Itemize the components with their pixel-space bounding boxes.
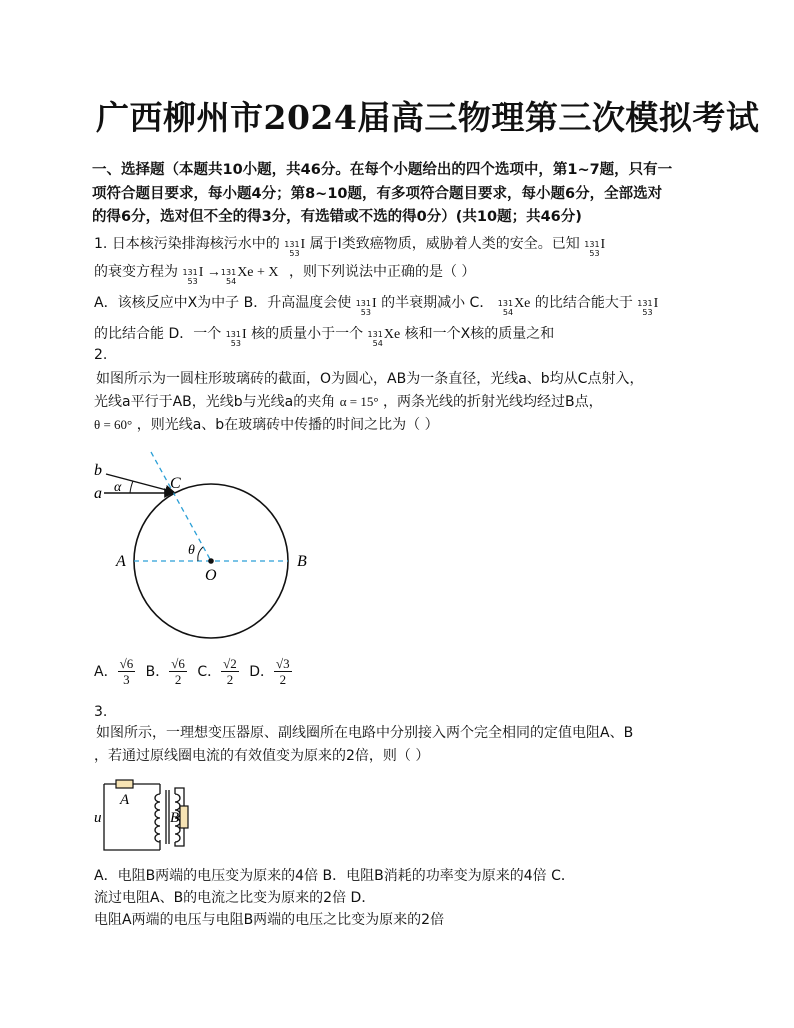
q1-option-a: A．该核反应中X为中子 B．升高温度会使 xyxy=(94,295,352,311)
q1-option-d-b: 核的质量小于一个 xyxy=(251,326,364,342)
q2-line-3-text: ，则光线a、b在玻璃砖中传播的时间之比为（ ） xyxy=(136,417,439,433)
q3-number: 3. xyxy=(94,704,108,720)
q3-options-line-3: 电阻A两端的电压与电阻B两端的电压之比变为原来的2倍 xyxy=(94,912,445,928)
iodine-131-symbol: 131 53 I xyxy=(225,327,247,348)
primary-bottom-wire xyxy=(104,784,160,850)
alpha-arc xyxy=(130,481,133,493)
q2-options xyxy=(94,656,292,687)
q1-line-1 xyxy=(94,233,605,258)
iodine-131-symbol: 131 53 I xyxy=(637,296,659,317)
decay-equation: 131 53 I → 131 54 Xe + X xyxy=(182,265,279,286)
label-O: O xyxy=(205,567,217,584)
label-B: B xyxy=(170,810,180,826)
q3-line-1: 如图所示，一理想变压器原、副线圈所在电路中分别接入两个完全相同的定值电阻A、B xyxy=(96,725,634,741)
q3-options-line-1: A．电阻B两端的电压变为原来的4倍 B．电阻B消耗的功率变为原来的4倍 C． xyxy=(94,868,575,884)
primary-coil xyxy=(155,794,160,842)
glass-brick-diagram xyxy=(86,448,326,648)
resistor-B xyxy=(180,806,188,828)
label-A: A xyxy=(120,792,130,808)
q1-text-a: 日本核污染排海核污水中的 xyxy=(111,236,280,252)
q1-text-b: 属于I类致癌物质，威胁着人类的安全。已知 xyxy=(309,236,580,252)
xenon-131-symbol: 131 54 Xe xyxy=(367,327,401,348)
transformer-circuit-diagram xyxy=(92,778,202,856)
label-theta: θ xyxy=(188,543,195,558)
alpha-value: α = 15° xyxy=(339,394,379,409)
q2-option-c: C． $\frac{√2}{2}$ xyxy=(197,656,237,687)
q3-options-line-2: 流过电阻A、B的电流之比变为原来的2倍 D． xyxy=(94,890,376,906)
q2-line-2b: ，两条光线的折射光线均经过B点， xyxy=(382,394,603,410)
q3-line-2: ，若通过原线圈电流的有效值变为原来的2倍，则（ ） xyxy=(94,748,430,764)
q1-option-c-text: 的比结合能大于 xyxy=(534,295,633,311)
theta-value: θ = 60° xyxy=(94,417,133,432)
iodine-131-symbol: 131 53 I xyxy=(584,237,606,258)
label-u: u xyxy=(94,810,102,826)
label-B: B xyxy=(297,553,307,570)
q2-line-1: 如图所示为一圆柱形玻璃砖的截面，O为圆心，AB为一条直径，光线a、b均从C点射入， xyxy=(96,371,644,387)
q1-options-line-2 xyxy=(94,323,554,348)
q2-line-3 xyxy=(94,414,439,434)
normal-line-CO xyxy=(151,452,211,561)
center-point-O xyxy=(208,558,214,564)
q2-line-2 xyxy=(94,391,603,411)
xenon-131-symbol: 131 54 Xe xyxy=(497,296,531,317)
label-C: C xyxy=(170,475,181,492)
label-a: a xyxy=(94,485,102,502)
resistor-A xyxy=(116,780,133,788)
section-header-line-3: 的得6分，选对但不全的得3分，有选错或不选的得0分）(共10题；共46分) xyxy=(92,209,582,225)
theta-arc xyxy=(198,547,203,561)
section-header-line-2: 项符合题目要求，每小题4分；第8~10题，有多项符合题目要求，每小题6分，全部选对 xyxy=(92,186,663,202)
q1-number: 1. xyxy=(94,236,108,252)
section-header-line-1: 一、选择题（本题共10小题，共46分。在每个小题给出的四个选项中，第1~7题，只有一 xyxy=(92,162,673,178)
label-alpha: α xyxy=(114,480,122,495)
q1-option-d-c: 核和一个X核的质量之和 xyxy=(404,326,555,342)
q2-line-2a: 光线a平行于AB，光线b与光线a的夹角 xyxy=(94,394,336,410)
q1-text-c: 的衰变方程为 xyxy=(94,264,178,280)
q2-number: 2. xyxy=(94,347,108,363)
label-A: A xyxy=(116,553,126,570)
q1-line-2 xyxy=(94,261,475,286)
q2-option-b: B． $\frac{√6}{2}$ xyxy=(145,656,185,687)
q1-options-line-1 xyxy=(94,292,658,317)
iodine-131-symbol: 131 53 I xyxy=(284,237,306,258)
q2-option-d: D． $\frac{√3}{2}$ xyxy=(249,656,290,687)
label-b: b xyxy=(94,462,102,479)
iodine-131-symbol: 131 53 I xyxy=(355,296,377,317)
q2-option-a: A． $\frac{√6}{3}$ xyxy=(94,656,134,687)
q1-option-d-a: 的比结合能 D．一个 xyxy=(94,326,222,342)
page-title: 广西柳州市2024届高三物理第三次模拟考试 xyxy=(96,98,760,137)
q1-text-d: ，则下列说法中正确的是（ ） xyxy=(288,264,476,280)
q1-option-b-text: 的半衰期减小 C． xyxy=(381,295,494,311)
